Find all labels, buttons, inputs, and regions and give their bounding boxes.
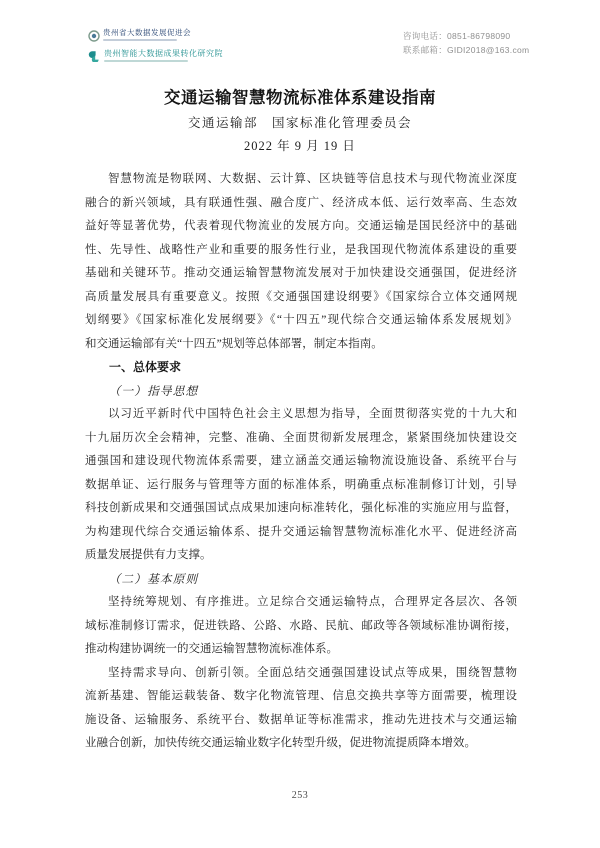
association-logo-icon: [88, 29, 100, 47]
body-line: 高质量发展具有重要意义。按照《交通强国建设纲要》《国家综合立体交通网规: [85, 290, 517, 303]
association-logo-name: 贵州省大数据发展促进会: [103, 28, 191, 37]
body-line: 科技创新成果和交通强国试点成果加速向标准转化，强化标准的实施应用与监督，: [85, 502, 517, 514]
document-date: 2022 年 9 月 19 日: [244, 139, 356, 153]
body-line: 基础和关键环节。推动交通运输智慧物流发展对于加快建设交通强国，促进经济: [85, 267, 517, 279]
document-body: [85, 168, 517, 756]
contact-phone: 咨询电话：0851-86798090: [403, 31, 511, 41]
institute-logo-name: 贵州智能大数据成果转化研究院: [104, 49, 223, 58]
body-line: 通强国和建设现代物流体系需要，建立涵盖交通运输物流设施设备、系统平台与: [85, 455, 517, 467]
page-number: 253: [291, 790, 309, 801]
body-line: 推动构建协调统一的交通运输智慧物流标准体系。: [85, 643, 338, 655]
institute-logo-english-line: [104, 60, 188, 62]
body-line: 坚持需求导向、创新引领。全面总结交通强国建设试点等成果，围绕智慧物: [108, 666, 517, 679]
contact-info: [403, 29, 529, 57]
association-logo: [88, 29, 223, 47]
association-logo-english-line: [103, 39, 177, 41]
body-line: 数据单证、运行服务与管理等方面的标准体系，明确重点标准制修订计划，引导: [85, 478, 517, 491]
body-line: 和交通运输部有关“十四五”规划等总体部署，制定本指南。: [85, 337, 383, 350]
section-heading: 一、总体要求: [109, 360, 182, 374]
subsection-heading: （一）指导思想: [108, 383, 199, 398]
body-line: 十九届历次全会精神，完整、准确、全面贯彻新发展理念，紧紧围绕加快建设交: [85, 431, 517, 444]
body-line: 益好等显著优势，代表着现代物流业的发展方向。交通运输是国民经济中的基础: [85, 220, 517, 232]
subsection-heading: （二）基本原则: [108, 571, 199, 586]
body-line: 性、先导性、战略性产业和重要的服务性行业，是我国现代物流体系建设的重要: [85, 243, 517, 256]
body-line: 质量发展提供有力支撑。: [85, 549, 212, 561]
body-line: 业融合创新，加快传统交通运输业数字化转型升级，促进物流提质降本增效。: [85, 737, 476, 749]
institute-logo-icon: [88, 49, 101, 67]
body-line: 智慧物流是物联网、大数据、云计算、区块链等信息技术与现代物流业深度: [108, 173, 517, 185]
contact-email: 联系邮箱：GIDI2018@163.com: [403, 45, 530, 55]
page-title: 交通运输智慧物流标准体系建设指南: [164, 88, 436, 107]
body-line: 以习近平新时代中国特色社会主义思想为指导，全面贯彻落实党的十九大和: [108, 408, 517, 420]
body-line: 流新基建、智能运载装备、数字化物流管理、信息交换共享等方面需要，梳理设: [85, 690, 517, 702]
body-line: 为构建现代综合交通运输体系、提升交通运输智慧物流标准化水平、促进经济高: [85, 525, 517, 538]
body-line: 域标准制修订需求，促进铁路、公路、水路、民航、邮政等各领域标准协调衔接，: [85, 619, 517, 632]
body-line: 坚持统筹规划、有序推进。立足综合交通运输特点，合理界定各层次、各领: [108, 596, 517, 608]
body-line: 划纲要》《国家标准化发展纲要》《“十四五”现代综合交通运输体系发展规划》: [85, 314, 517, 326]
institute-logo: [88, 49, 223, 67]
document-issuers: 交通运输部 国家标准化管理委员会: [187, 116, 412, 130]
body-line: 融合的新兴领域，具有联通性强、融合度广、经济成本低、运行效率高、生态效: [85, 196, 517, 209]
body-line: 施设备、运输服务、系统平台、数据单证等标准需求，推动先进技术与交通运输: [85, 713, 517, 726]
header-logos: [88, 29, 223, 69]
